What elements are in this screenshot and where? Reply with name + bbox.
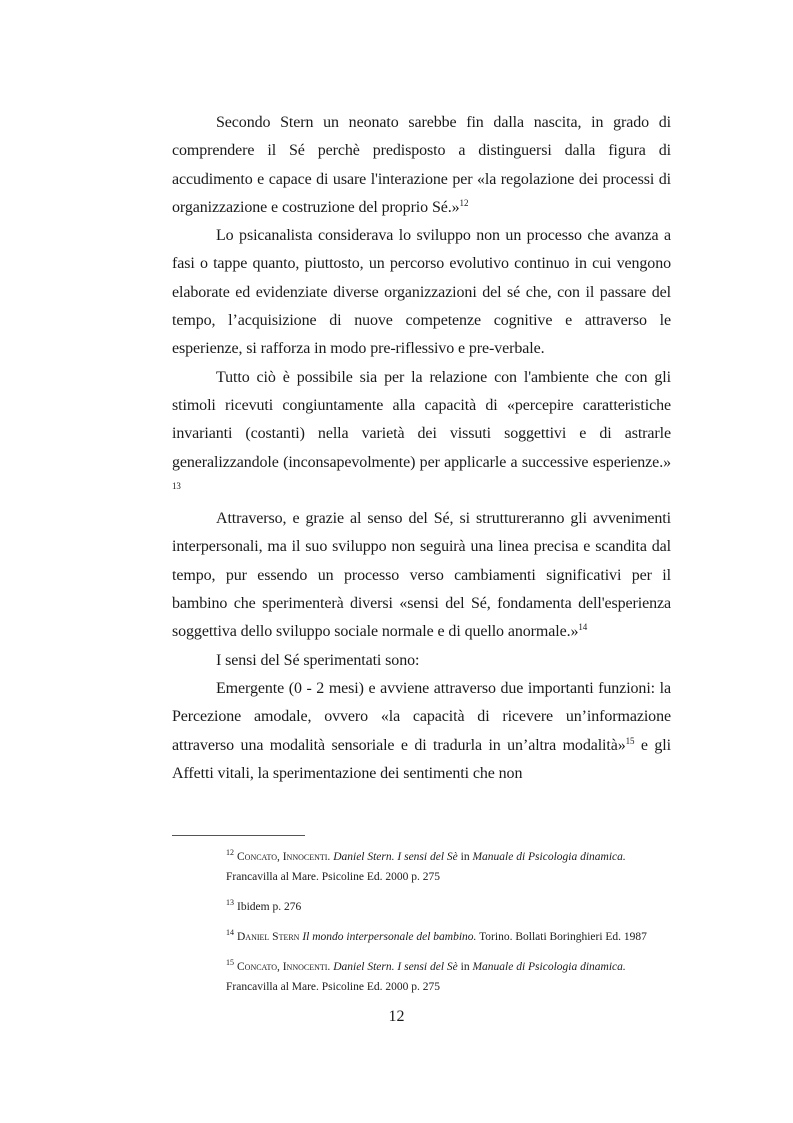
footnote-ref-14: 14 bbox=[578, 622, 588, 633]
footnote-15: $^{15}$ Concato, Innocenti. Daniel Stern. I sensi del Sè in Manuale di Psicologia dinamica. Francavilla al Mare. Psicoline Ed. 2000 p. 275 bbox=[226, 958, 626, 993]
footnote-ref-15: 15 bbox=[625, 735, 635, 746]
footnote-separator bbox=[172, 835, 305, 836]
paragraph-2: Lo psicanalista considerava lo sviluppo non un processo che avanza a fasi o tappe quanto, piuttosto, un percorso evolutivo continuo in cui vengono elaborate ed evidenziate diverse organizzazioni del sé che, con il passare del tempo, l’acquisizione di nuove competenze cognitive e attraverso le esperienze, si rafforza in modo pre-riflessivo e pre-verbale. bbox=[172, 227, 671, 358]
page-number: 12 bbox=[388, 1008, 405, 1025]
paragraph-3: Tutto ciò è possibile sia per la relazione con l'ambiente che con gli stimoli ricevuti congiuntamente alla capacità di «percepire caratteristiche invarianti (costanti) nella varietà dei vissuti soggettivi e di astrarle generalizzandole (inconsapevolmente) per applicarle a successive esperienze.» $^{13}$ bbox=[172, 368, 671, 491]
footnote-14: $^{14}$ Daniel Stern Il mondo interpersonale del bambino. Torino. Bollati Boringhieri Ed. 1987 bbox=[226, 928, 647, 943]
paragraph-6: Emergente (0 - 2 mesi) e avviene attraverso due importanti funzioni: la Percezione amodale, ovvero «la capacità di ricevere un’informazione attraverso una modalità sensoriale e di tradurla in un’altra modalità»$^{15}$ e gli Affetti vitali, la sperimentazione dei sentimenti che non bbox=[172, 679, 671, 782]
paragraph-5: I sensi del Sé sperimentati sono: bbox=[216, 651, 420, 669]
body-text bbox=[172, 109, 671, 788]
paragraph-1: Secondo Stern un neonato sarebbe fin dalla nascita, in grado di comprendere il Sé perchè predisposto a distinguersi dalla figura di accudimento e capace di usare l'interazione per «la regolazione dei processi di organizzazione e costruzione del proprio Sé.»$^{12}$ bbox=[172, 114, 671, 216]
paragraph-4: Attraverso, e grazie al senso del Sé, si struttureranno gli avvenimenti interpersonali, ma il suo sviluppo non seguirà una linea precisa e scandita dal tempo, pur essendo un processo verso cambiamenti significativi per il bambino che sperimenterà diversi «sensi del Sé, fondamenta dell'esperienza soggettiva dello sviluppo sociale normale e di quello anormale.»$^{14}$ bbox=[172, 510, 671, 641]
footnote-ref-12: 12 bbox=[459, 197, 469, 208]
footnote-12: $^{12}$ Concato, Innocenti. Daniel Stern. I sensi del Sè in Manuale di Psicologia dinamica. Francavilla al Mare. Psicoline Ed. 2000 p. 275 bbox=[226, 848, 626, 883]
footnotes bbox=[226, 847, 671, 1007]
footnote-ref-13: 13 bbox=[172, 480, 181, 491]
footnote-13: $^{13}$ Ibidem p. 276 bbox=[226, 898, 302, 913]
